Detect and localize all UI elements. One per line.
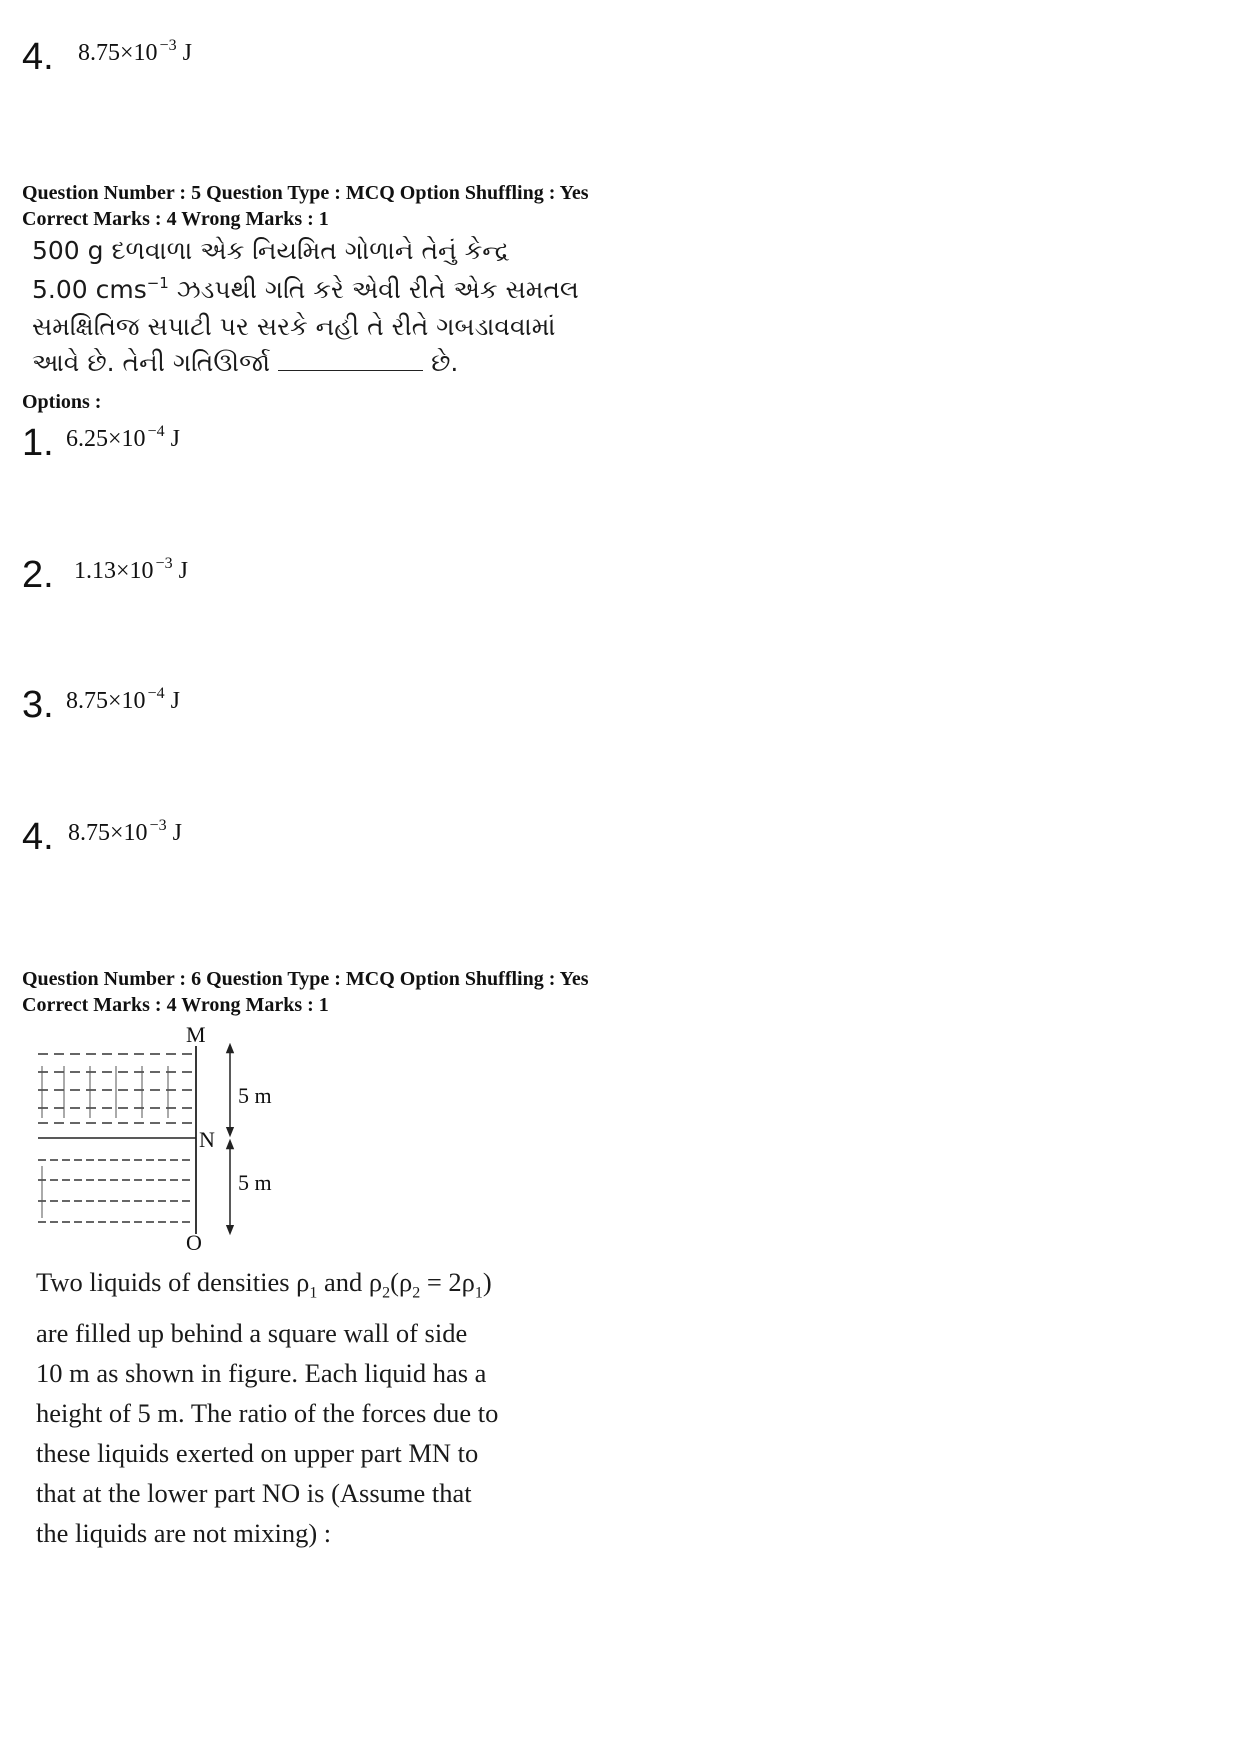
q6-figure bbox=[30, 1020, 330, 1260]
q5-meta-line-2: Correct Marks : 4 Wrong Marks : 1 bbox=[22, 208, 329, 230]
lower-height-label: 5 m bbox=[238, 1170, 272, 1195]
prev-option-4-value: 8.75×10 $^{-3}$ J bbox=[78, 37, 192, 66]
q5-text-line-3: સમક્ષિતિજ સપાટી પર સરકે નહી તે રીતે ગબડાવવામાં bbox=[32, 312, 556, 341]
q6-meta-line-1: Question Number : 6 Question Type : MCQ Option Shuffling : Yes bbox=[22, 968, 589, 990]
answer-blank bbox=[278, 370, 423, 371]
q6-text-line-2: are filled up behind a square wall of side bbox=[36, 1318, 468, 1349]
q6-text-line-7: the liquids are not mixing) : bbox=[36, 1518, 332, 1549]
q5-options-label: Options : bbox=[22, 391, 102, 413]
lower-liquid bbox=[38, 1160, 194, 1222]
q6-text-line-5: these liquids exerted on upper part MN to bbox=[36, 1438, 479, 1469]
q5-option-3-number: 3. bbox=[22, 684, 54, 726]
q6-meta-line-2: Correct Marks : 4 Wrong Marks : 1 bbox=[22, 994, 329, 1016]
q5-option-2-value: 1.13×10 $^{-3}$ J bbox=[74, 555, 188, 584]
q6-text-line-3: 10 m as shown in figure. Each liquid has a bbox=[36, 1358, 487, 1389]
q5-option-4-number: 4. bbox=[22, 816, 54, 858]
label-m: M bbox=[186, 1022, 206, 1047]
q6-text-line-1: Two liquids of densities $\rho_1$ and $\rho_2(\rho_2 = 2\rho_1)$ bbox=[36, 1267, 492, 1302]
q5-text-line-1: 500 g દળવાળા એક નિયમિત ગોળાને તેનું કેન્દ્ર bbox=[32, 236, 510, 265]
q5-option-2-number: 2. bbox=[22, 554, 54, 596]
q6-text-line-4: height of 5 m. The ratio of the forces due to bbox=[36, 1398, 499, 1429]
q5-option-4-value: 8.75×10 $^{-3}$ J bbox=[68, 817, 182, 846]
q5-option-1-number: 1. bbox=[22, 422, 54, 464]
upper-height-label: 5 m bbox=[238, 1083, 272, 1108]
q5-meta-line-1: Question Number : 5 Question Type : MCQ Option Shuffling : Yes bbox=[22, 182, 589, 204]
upper-liquid bbox=[38, 1054, 192, 1123]
label-o: O bbox=[186, 1230, 202, 1255]
q5-option-3-value: 8.75×10 $^{-4}$ J bbox=[66, 685, 180, 714]
q5-option-1-value: 6.25×10 $^{-4}$ J bbox=[66, 423, 180, 452]
q5-text-line-4: આવે છે. તેની ગતિઊર્જા છે. bbox=[32, 348, 459, 377]
q6-question-text bbox=[36, 1262, 556, 1553]
q5-text-line-2: 5.00 cms$^{-1}$ ઝડપથી ગતિ કરે એવી રીતે એક સમતલ bbox=[32, 274, 579, 304]
q6-text-line-6: that at the lower part NO is (Assume that bbox=[36, 1478, 472, 1509]
prev-option-4-number: 4. bbox=[22, 36, 54, 78]
label-n: N bbox=[199, 1127, 215, 1152]
